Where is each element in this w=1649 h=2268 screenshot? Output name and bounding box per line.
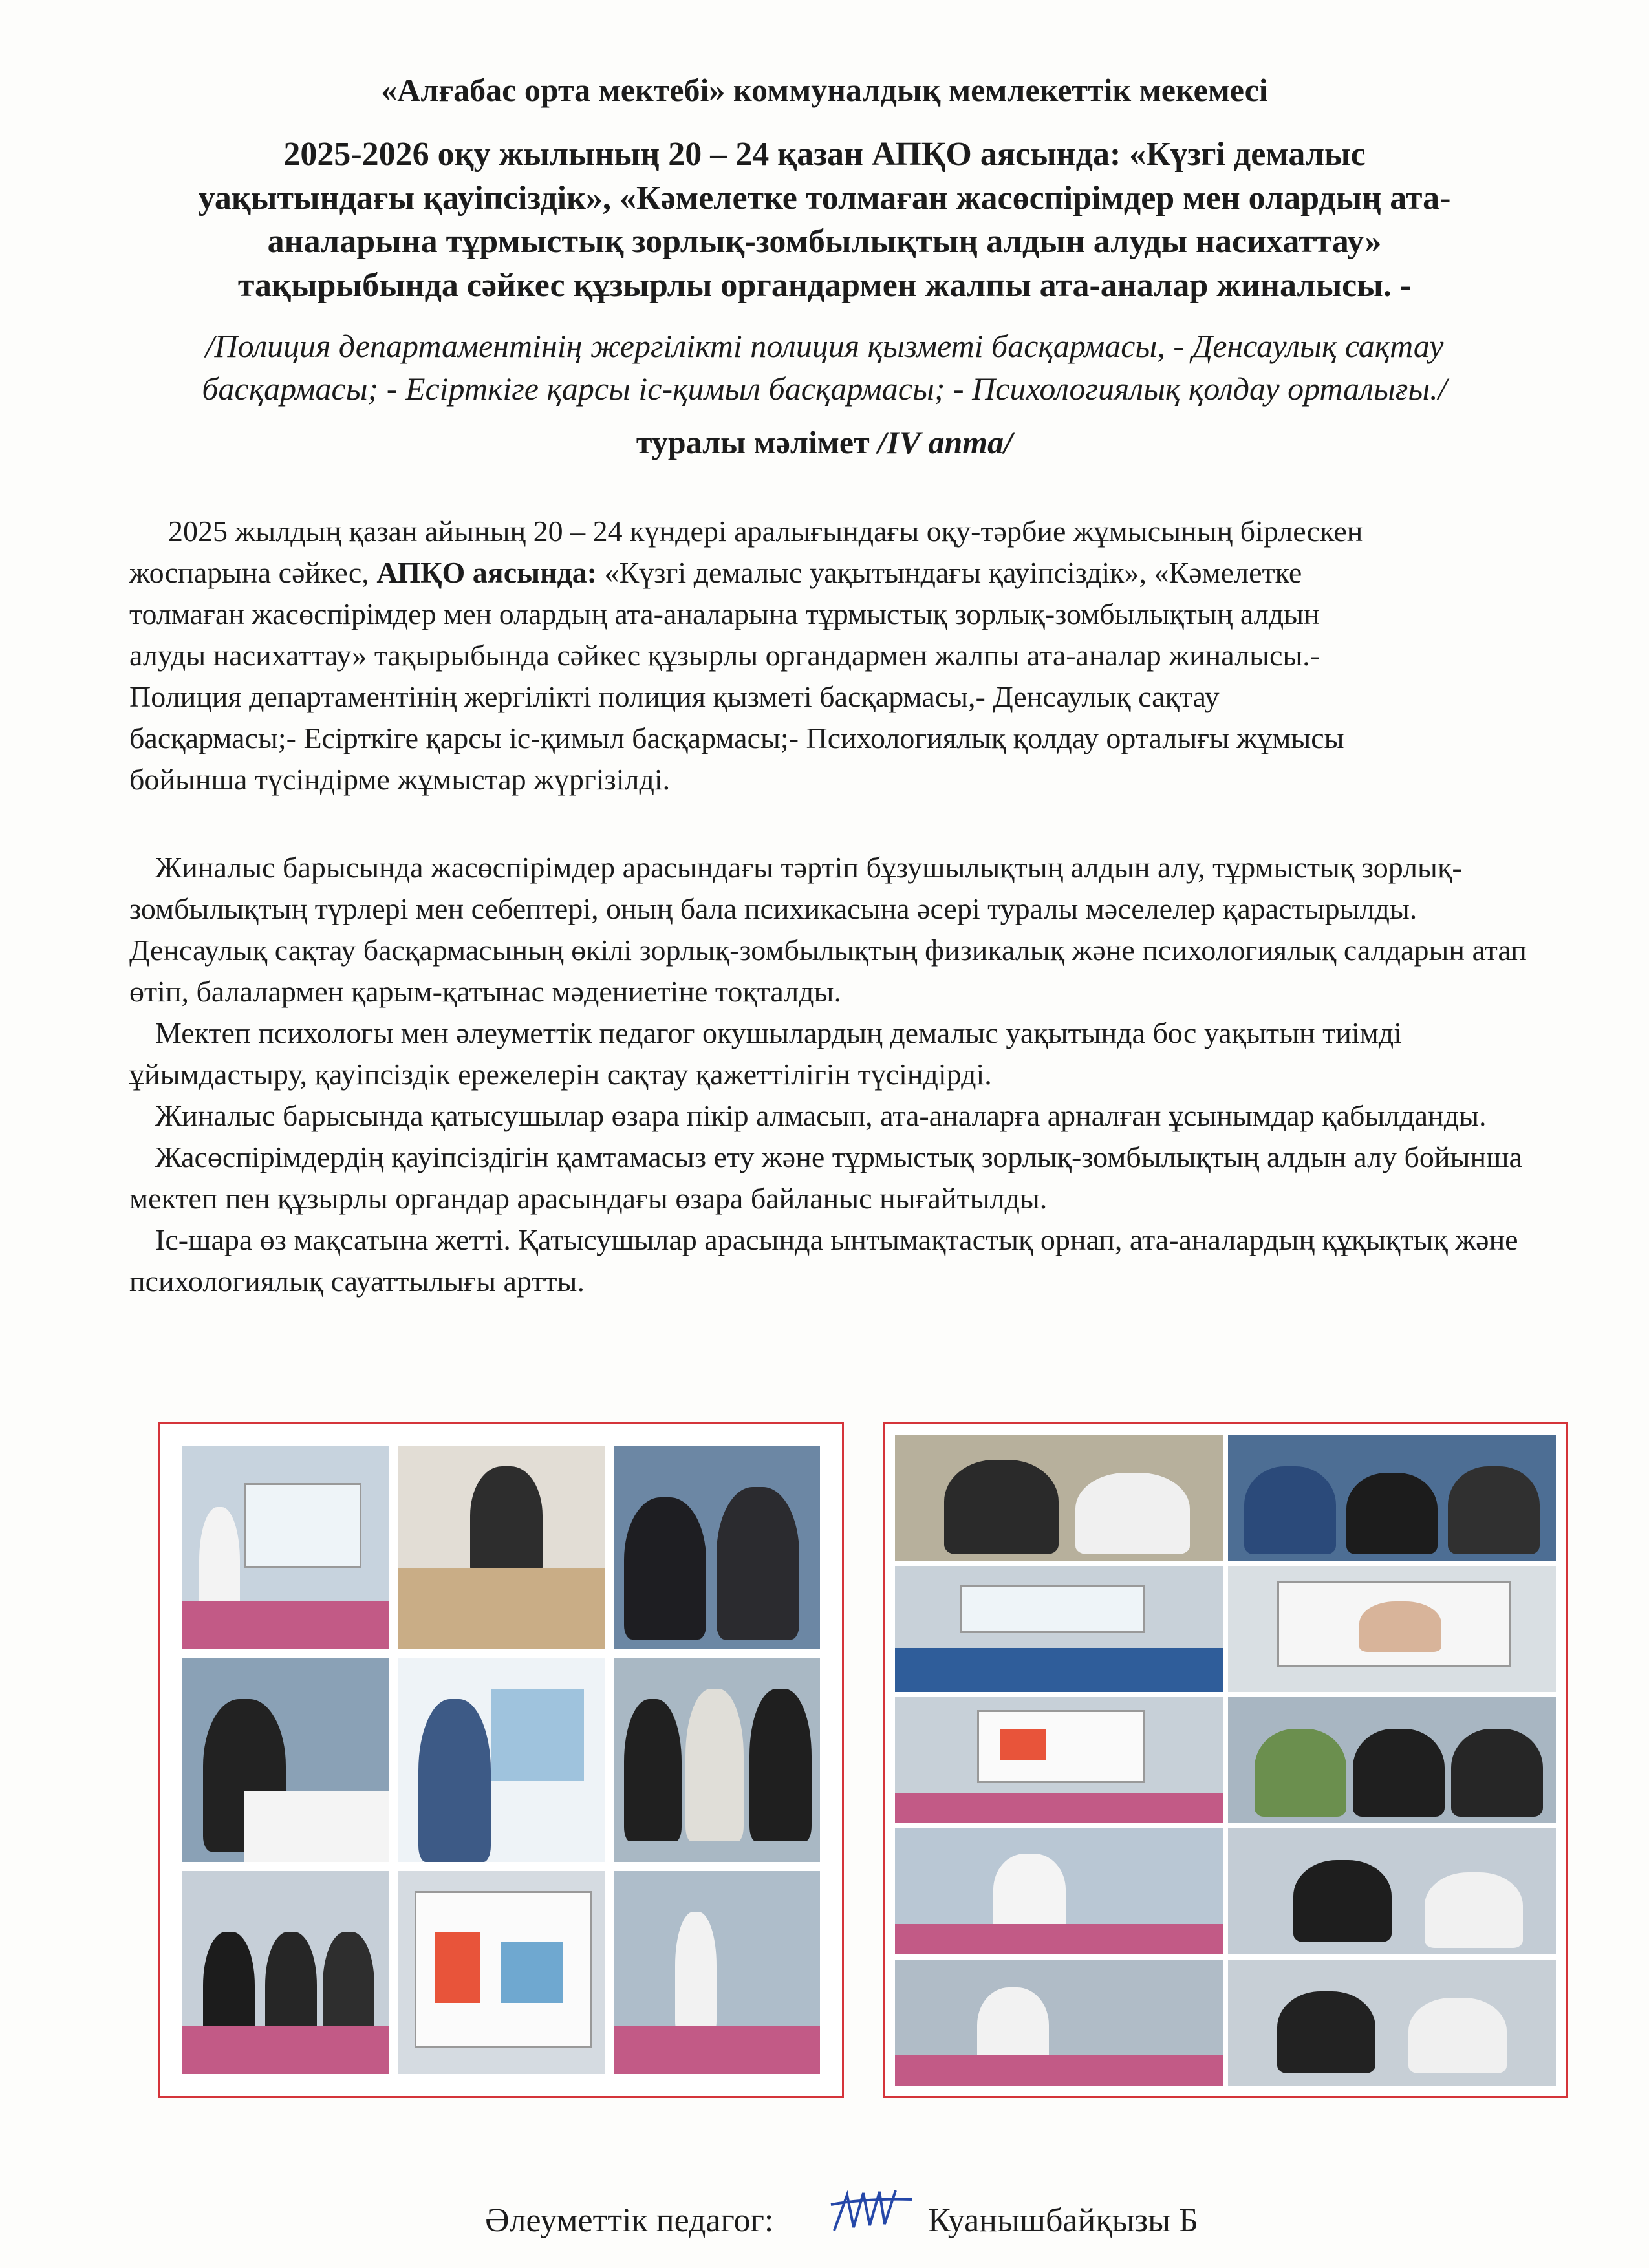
event-photo bbox=[895, 1828, 1223, 1954]
body-paragraphs bbox=[129, 847, 1571, 1302]
body-paragraph: Іс-шара өз мақсатына жетті. Қатысушылар арасында ынтымақтастық орнап, ата-аналардың құқықтық және психологиялық сауаттылығы артты. bbox=[129, 1223, 1518, 1298]
agencies-list bbox=[129, 325, 1520, 410]
intro-line: толмаған жасөспірімдер мен олардың ата-аналарына тұрмыстық зорлық-зомбылықтың алдын bbox=[129, 597, 1320, 630]
intro-bold: АПҚО аясында: bbox=[376, 556, 598, 589]
title-line: 2025-2026 оқу жылының 20 – 24 қазан АПҚО аясында: «Күзгі демалыс bbox=[283, 136, 1366, 173]
event-photo bbox=[895, 1435, 1223, 1561]
intro-line: алуды насихаттау» тақырыбында сәйкес құзырлы органдармен жалпы ата-аналар жиналысы.- bbox=[129, 639, 1320, 672]
agencies-line: басқармасы; - Есірткіге қарсы іс-қимыл басқармасы; - Психологиялық қолдау орталығы./ bbox=[202, 370, 1447, 407]
intro-line bbox=[129, 552, 1571, 594]
event-photo bbox=[614, 1871, 820, 2074]
body-paragraph: Жиналыс барысында жасөспірімдер арасындағы тәртіп бұзушылықтың алдын алу, тұрмыстық зорлық-зомбылықтың түрлері мен себептері, оның бала психикасына әсері туралы мәселелер қарастырылды. bbox=[129, 851, 1462, 925]
body-paragraph: Жасөспірімдердің қауіпсіздігін қамтамасыз ету және тұрмыстық зорлық-зомбылықтың алдын алу бойынша мектеп пен құзырлы органдар арасындағы өзара байланыс нығайтылды. bbox=[129, 1140, 1522, 1215]
document-title bbox=[129, 133, 1520, 307]
event-photo bbox=[895, 1566, 1223, 1692]
event-photo bbox=[1228, 1566, 1556, 1692]
intro-line: Полиция департаментінің жергілікті полиция қызметі басқармасы,- Денсаулық сақтау bbox=[129, 680, 1220, 713]
intro-text: жоспарына сәйкес, bbox=[129, 556, 377, 589]
event-photo bbox=[182, 1446, 389, 1649]
event-photo bbox=[182, 1871, 389, 2074]
event-photo bbox=[398, 1446, 604, 1649]
about-label: туралы мәлімет bbox=[636, 424, 870, 460]
document-subtitle bbox=[129, 423, 1520, 461]
event-photo bbox=[1228, 1828, 1556, 1954]
intro-line: 2025 жылдың қазан айының 20 – 24 күндері аралығындағы оқу-тәрбие жұмысының бірлескен bbox=[168, 515, 1363, 548]
event-photo bbox=[398, 1658, 604, 1861]
title-line: тақырыбында сәйкес құзырлы органдармен жалпы ата-аналар жиналысы. - bbox=[237, 266, 1412, 304]
event-photo bbox=[398, 1871, 604, 2074]
body-paragraph: Денсаулық сақтау басқармасының өкілі зорлық-зомбылықтың физикалық және психологиялық салдарын атап өтіп, балалармен қарым-қатынас мәдениетіне тоқталды. bbox=[129, 934, 1527, 1008]
event-photo bbox=[1228, 1435, 1556, 1561]
event-photo bbox=[1228, 1960, 1556, 2086]
event-photo bbox=[614, 1446, 820, 1649]
event-photo bbox=[614, 1658, 820, 1861]
body-paragraph: Жиналыс барысында қатысушылар өзара пікір алмасып, ата-аналарға арналған ұсынымдар қабылданды. bbox=[155, 1099, 1487, 1132]
event-photo bbox=[1228, 1697, 1556, 1823]
agencies-line: /Полиция департаментінің жергілікті полиция қызметі басқармасы, - Денсаулық сақтау bbox=[205, 328, 1444, 364]
event-photo bbox=[895, 1697, 1223, 1823]
week-label: /IV апта/ bbox=[878, 424, 1013, 460]
intro-line: басқармасы;- Есірткіге қарсы іс-қимыл басқармасы;- Психологиялық қолдау орталығы жұмысы bbox=[129, 722, 1344, 754]
signatory-role: Әлеуметтік педагог: bbox=[485, 2202, 774, 2239]
photo-collage-left bbox=[158, 1422, 844, 2098]
event-photo bbox=[895, 1960, 1223, 2086]
signature bbox=[828, 2185, 918, 2243]
intro-paragraph bbox=[129, 511, 1571, 800]
intro-text: «Күзгі демалыс уақытындағы қауіпсіздік», «Кәмелетке bbox=[597, 556, 1302, 589]
body-paragraph: Мектеп психологы мен әлеуметтік педагог окушылардың демалыс уақытында бос уақытын тиімді ұйымдастыру, қауіпсіздік ережелерін сақтау қажеттілігін түсіндірді. bbox=[129, 1016, 1402, 1091]
intro-line: бойынша түсіндірме жұмыстар жүргізілді. bbox=[129, 763, 671, 796]
signatory-name: Куанышбайқызы Б bbox=[928, 2202, 1198, 2239]
title-line: уақытындағы қауіпсіздік», «Кәмелетке толмаған жасөспірімдер мен олардың ата- bbox=[198, 179, 1451, 217]
title-line: аналарына тұрмыстық зорлық-зомбылықтың алдын алуды насихаттау» bbox=[267, 223, 1382, 261]
photo-collage-right bbox=[883, 1422, 1568, 2098]
event-photo bbox=[182, 1658, 389, 1861]
school-name: «Алғабас орта мектебі» коммуналдық мемлекеттік мекемесі bbox=[381, 72, 1268, 108]
